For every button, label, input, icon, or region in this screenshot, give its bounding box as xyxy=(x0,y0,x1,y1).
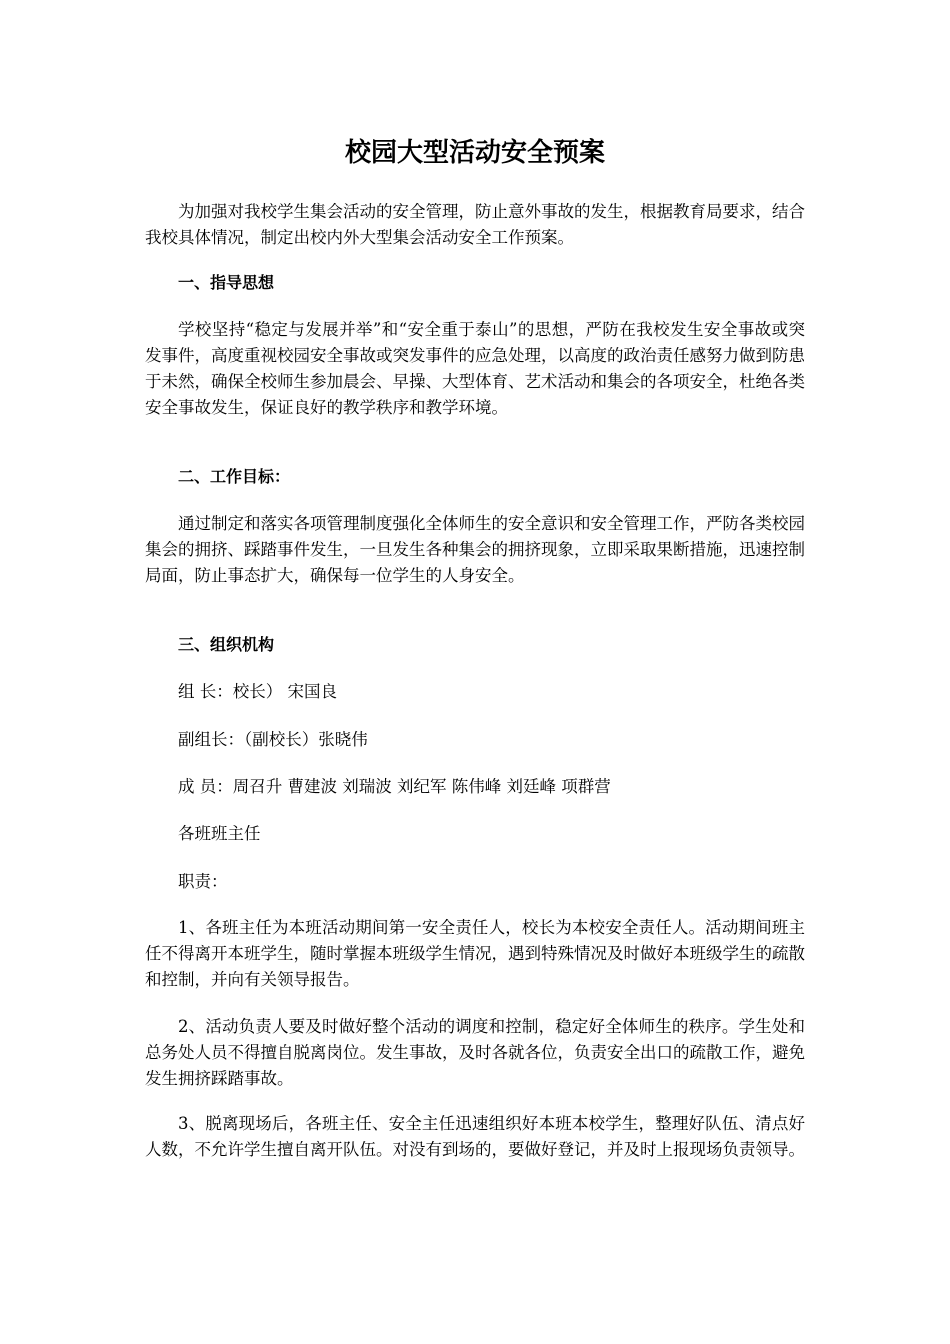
org-leader-line: 组 长：校长） 宋国良 xyxy=(178,682,337,701)
section-heading-organization: 三、组织机构 xyxy=(178,635,275,654)
document-title: 校园大型活动安全预案 xyxy=(344,138,605,168)
section-heading-work-goals: 二、工作目标： xyxy=(178,467,291,486)
duties-label: 职责： xyxy=(178,872,228,891)
work-goals-paragraph: 通过制定和落实各项管理制度强化全体师生的安全意识和安全管理工作，严防各类校园集会的拥挤、踩踏事件发生，一旦发生各种集会的拥挤现象，立即采取果断措施，迅速控制局面，防止事态扩大，确保每一位学生的人身安全。 xyxy=(145,514,805,585)
intro-paragraph: 为加强对我校学生集会活动的安全管理，防止意外事故的发生，根据教育局要求，结合我校具体情况，制定出校内外大型集会活动安全工作预案。 xyxy=(145,202,805,247)
section-heading-guiding-ideology: 一、指导思想 xyxy=(178,273,275,292)
duty-item-1: 1、各班主任为本班活动期间第一安全责任人，校长为本校安全责任人。活动期间班主任不得离开本班学生，随时掌握本班级学生情况，遇到特殊情况及时做好本班级学生的疏散和控制，并向有关领导报告。 xyxy=(145,918,805,989)
guiding-ideology-paragraph: 学校坚持“稳定与发展并举”和“安全重于泰山”的思想，严防在我校发生安全事故或突发事件，高度重视校园安全事故或突发事件的应急处理，以高度的政治责任感努力做到防患于未然，确保全校师生参加晨会、早操、大型体育、艺术活动和集会的各项安全，杜绝各类安全事故发生，保证良好的教学秩序和教学环境。 xyxy=(145,320,805,417)
org-members-line: 成 员：周召升 曹建波 刘瑞波 刘纪军 陈伟峰 刘廷峰 项群营 xyxy=(178,777,611,796)
org-deputy-line: 副组长：（副校长）张晓伟 xyxy=(178,730,368,749)
duty-item-3: 3、脱离现场后，各班主任、安全主任迅速组织好本班本校学生，整理好队伍、清点好人数，不允许学生擅自离开队伍。对没有到场的，要做好登记，并及时上报现场负责领导。 xyxy=(145,1114,805,1159)
org-class-teachers-line: 各班班主任 xyxy=(178,824,261,843)
duty-item-2: 2、活动负责人要及时做好整个活动的调度和控制，稳定好全体师生的秩序。学生处和总务处人员不得擅自脱离岗位。发生事故，及时各就各位，负责安全出口的疏散工作，避免发生拥挤踩踏事故。 xyxy=(145,1017,805,1088)
